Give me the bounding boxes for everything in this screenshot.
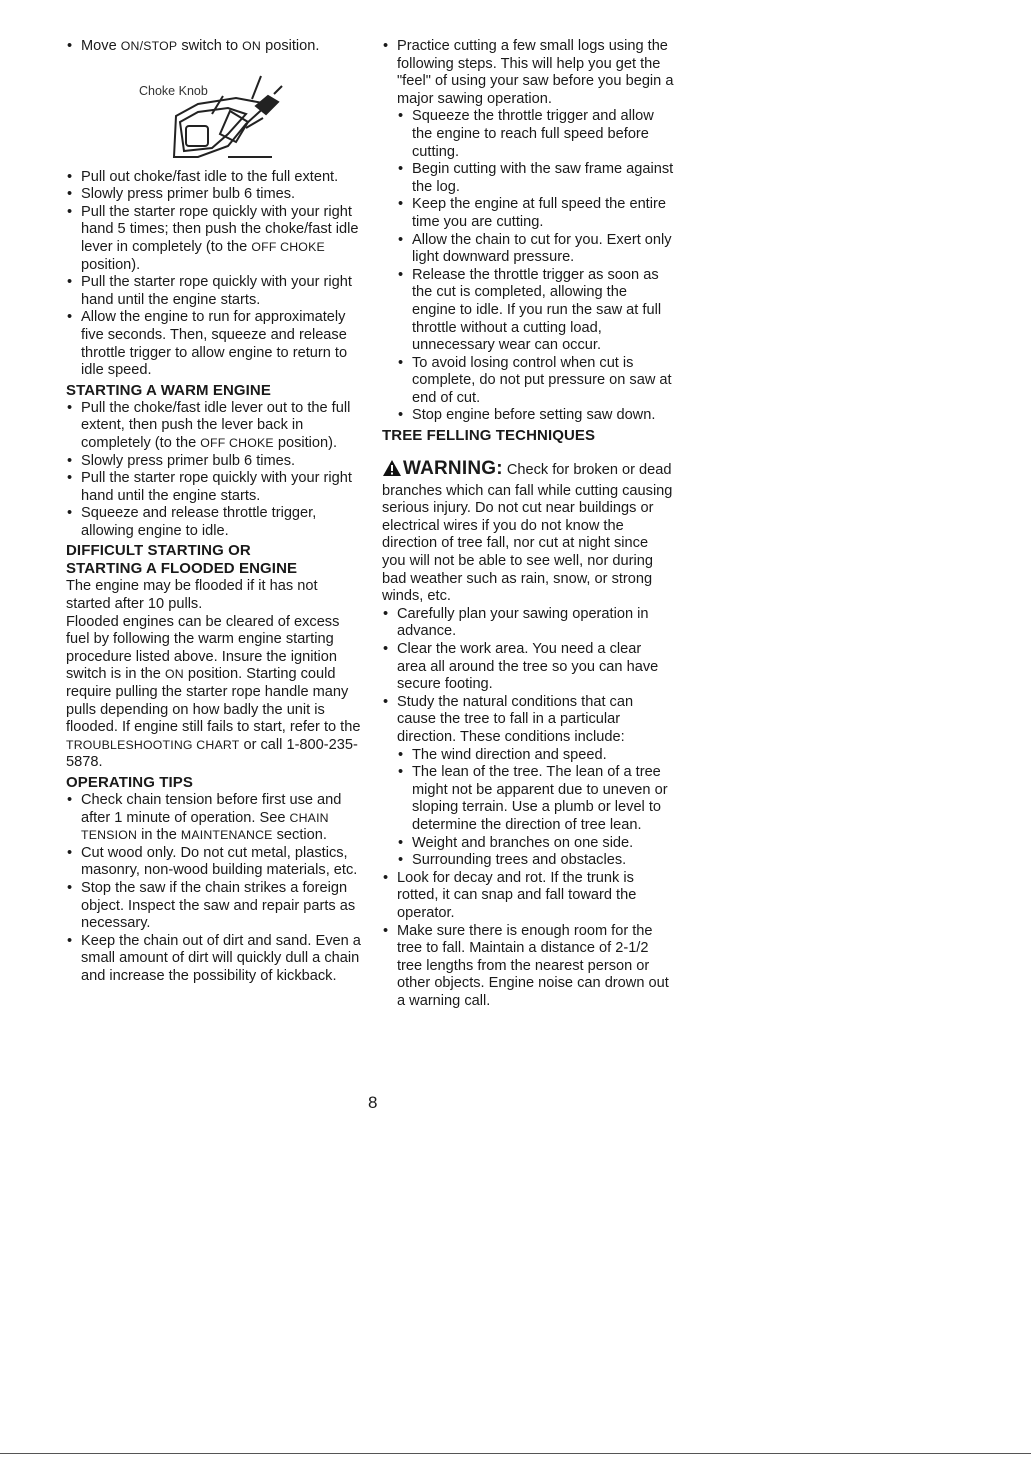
list-item: • Look for decay and rot. If the trunk is rotted, it can snap and fall toward the operator. — [382, 870, 674, 923]
list-item: • The lean of the tree. The lean of a tree might not be apparent due to uneven or sloping terrain. Use a plumb or level to determine the direction of tree lean. — [397, 764, 674, 834]
list-item: • Pull the choke/fast idle lever out to the full extent, then push the lever back in completely (to the OFF CHOKE position). — [66, 400, 366, 453]
warning-paragraph: WARNING: Check for broken or dead branches which can fall while cutting causing serious injury. Do not cut near buildings or electrical wires if you do not know the direction of tree fall, nor cut at night since you will not be able to see well, nor during bad weather such as rain, snow, or strong winds, etc. — [382, 458, 673, 605]
paragraph: The engine may be flooded if it has not started after 10 pulls. — [66, 578, 318, 613]
page-number: 8 — [368, 1093, 378, 1112]
list-item: • Begin cutting with the saw frame against the log. — [397, 161, 674, 196]
list-item: • Study the natural conditions that can cause the tree to fall in a particular direction. These conditions include: — [382, 694, 674, 747]
list-item: • Keep the chain out of dirt and sand. Even a small amount of dirt will quickly dull a chain and increase the possibility of kickback. — [66, 933, 366, 986]
list-item: • Allow the chain to cut for you. Exert only light downward pressure. — [397, 232, 674, 267]
list-item: • Pull out choke/fast idle to the full extent. — [66, 169, 366, 187]
heading-difficult-starting: DIFFICULT STARTING OR STARTING A FLOODED ENGINE — [66, 542, 298, 578]
list-item: • The wind direction and speed. — [397, 747, 674, 765]
list-item: • Carefully plan your sawing operation in advance. — [382, 606, 674, 641]
heading-operating-tips: OPERATING TIPS — [66, 774, 193, 791]
list-item: • Squeeze the throttle trigger and allow the engine to reach full speed before cutting. — [397, 108, 674, 161]
list-item: • To avoid losing control when cut is complete, do not put pressure on saw at end of cut. — [397, 355, 674, 408]
list-item: • Slowly press primer bulb 6 times. — [66, 186, 366, 204]
list-item: • Stop engine before setting saw down. — [397, 407, 674, 425]
list-item: • Practice cutting a few small logs using the following steps. This will help you get the "feel" of using your saw before you begin a major sawing operation. — [382, 38, 674, 108]
figure-label: Choke Knob — [139, 83, 208, 98]
list-item: • Clear the work area. You need a clear area all around the tree so you can have secure footing. — [382, 641, 674, 694]
practice-steps — [397, 108, 674, 425]
choke-knob-figure — [66, 56, 366, 169]
list-item: • Slowly press primer bulb 6 times. — [66, 453, 366, 471]
heading-warm-engine: STARTING A WARM ENGINE — [66, 381, 271, 399]
warning-label: WARNING: — [403, 458, 503, 480]
list-item: • Pull the starter rope quickly with your right hand until the engine starts. — [66, 274, 366, 309]
list-item: • Cut wood only. Do not cut metal, plastics, masonry, non-wood building materials, etc. — [66, 845, 366, 880]
list-item: • Move ON/STOP switch to ON position. — [66, 38, 366, 56]
list-item: • Pull the starter rope quickly with your right hand until the engine starts. — [66, 470, 366, 505]
list-item: • Stop the saw if the chain strikes a foreign object. Inspect the saw and repair parts as necessary. — [66, 880, 366, 933]
left-column — [66, 38, 366, 986]
choke-knob-illustration — [128, 56, 288, 169]
list-item: • Pull the starter rope quickly with your right hand 5 times; then push the choke/fast idle lever in completely (to the OFF CHOKE position). — [66, 204, 366, 274]
conditions-list — [397, 747, 674, 870]
paragraph: Flooded engines can be cleared of excess fuel by following the warm engine starting procedure listed above. Insure the ignition switch is in the ON position. Starting could require pulling the starter rope handle many pulls depending on how badly the unit is flooded. If engine still fails to start, refer to the TROUBLESHOOTING CHART or call 1-800-235-5878. — [66, 613, 361, 771]
list-item: • Surrounding trees and obstacles. — [397, 852, 674, 870]
warning-triangle-icon — [382, 459, 402, 483]
list-item: • Allow the engine to run for approximately five seconds. Then, squeeze and release throttle trigger to allow engine to return to idle speed. — [66, 309, 366, 379]
list-item: • Make sure there is enough room for the tree to fall. Maintain a distance of 2-1/2 tree lengths from the nearest person or other objects. Engine noise can drown out a warning call. — [382, 923, 674, 1011]
list-item: • Squeeze and release throttle trigger, allowing engine to idle. — [66, 505, 366, 540]
list-item: • Release the throttle trigger as soon as the cut is completed, allowing the engine to idle. If you run the saw at full throttle without a cutting load, unnecessary wear can occur. — [397, 267, 674, 355]
list-item: • Check chain tension before first use and after 1 minute of operation. See CHAIN TENSION in the MAINTENANCE section. — [66, 792, 366, 845]
list-item: • Keep the engine at full speed the entire time you are cutting. — [397, 196, 674, 231]
list-item: • Weight and branches on one side. — [397, 835, 674, 853]
right-column — [382, 38, 674, 1010]
heading-tree-felling: TREE FELLING TECHNIQUES — [382, 427, 596, 445]
footer-divider — [0, 1453, 1031, 1454]
